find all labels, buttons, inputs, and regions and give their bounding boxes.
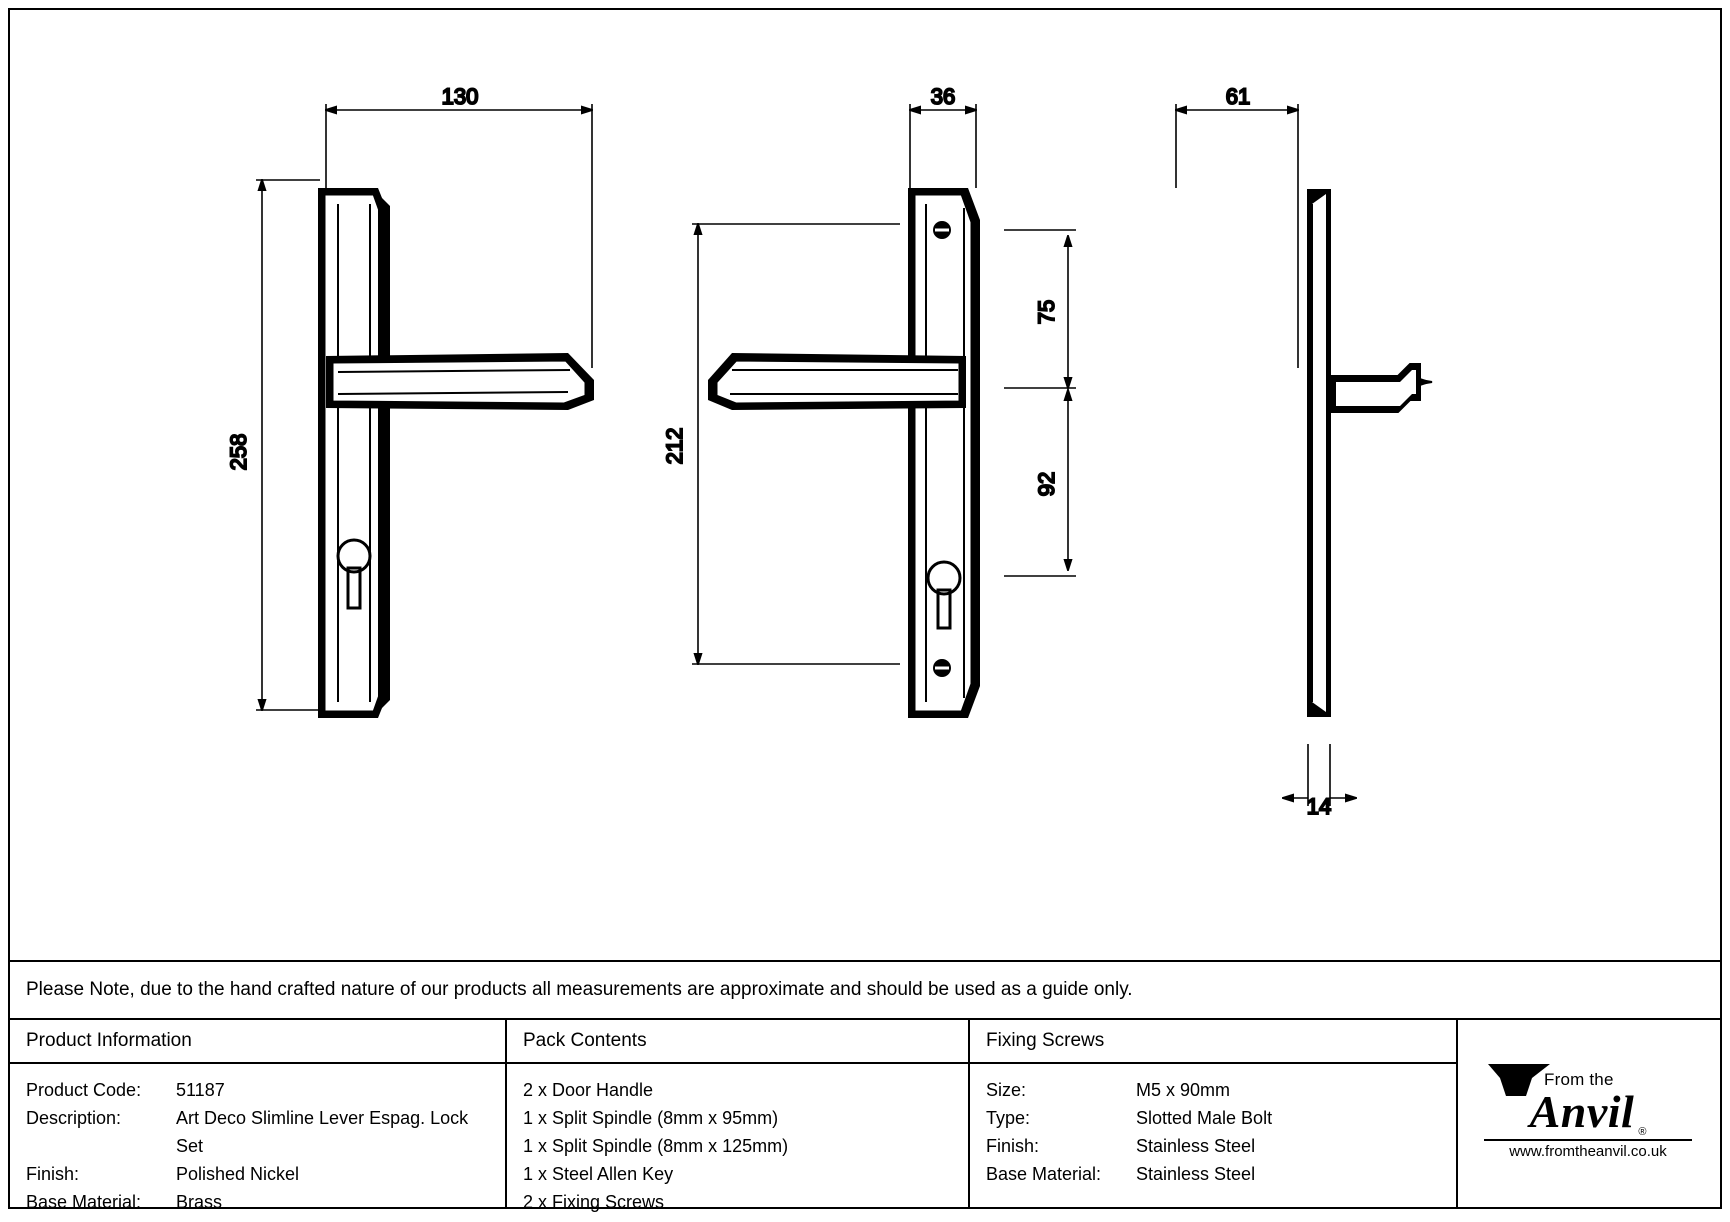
fixing-screws-heading: Fixing Screws (970, 1020, 1456, 1064)
screw-base-material-value: Stainless Steel (1136, 1164, 1256, 1184)
rear-view-backplate (908, 188, 980, 718)
list-item: 1 x Split Spindle (8mm x 125mm) (523, 1136, 789, 1156)
finish-label: Finish: (26, 1164, 80, 1184)
table-row (26, 1188, 495, 1216)
front-view-backplate (318, 188, 390, 718)
side-profile-spindle (1330, 364, 1432, 412)
screw-type-label: Type: (986, 1108, 1031, 1128)
product-information-heading: Product Information (10, 1020, 505, 1064)
table-row (986, 1104, 1446, 1132)
dimension-75-label: 75 (1034, 299, 1059, 325)
brand-logo (1458, 1020, 1718, 1209)
measurement-note-row (10, 960, 1720, 1018)
dimension-212-label: 212 (662, 427, 687, 465)
logo-name: Anvil (1529, 1085, 1635, 1137)
table-row (986, 1160, 1446, 1188)
logo-divider (1484, 1139, 1692, 1141)
base-material-label: Base Material: (26, 1192, 142, 1212)
table-row (26, 1076, 495, 1104)
fixing-screws-column (970, 1020, 1458, 1209)
table-row (26, 1104, 495, 1160)
measurement-note-text: Please Note, due to the hand crafted nature of our products all measurements are approximate and should be used as a guide only. (26, 979, 1133, 1000)
dimension-61 (1176, 104, 1298, 368)
table-row (986, 1076, 1446, 1104)
rear-view-lever (708, 353, 966, 410)
dimension-92-label: 92 (1034, 471, 1059, 497)
dimension-14-label: 14 (1306, 794, 1332, 819)
logo-registered-mark: ® (1638, 1125, 1647, 1138)
product-code-value: 51187 (176, 1080, 225, 1100)
dimension-258 (256, 180, 320, 710)
screw-type-value: Slotted Male Bolt (1136, 1108, 1273, 1128)
list-item: 1 x Split Spindle (8mm x 95mm) (523, 1108, 779, 1128)
side-profile-view (1308, 190, 1330, 716)
product-code-label: Product Code: (26, 1080, 142, 1100)
dimension-258-label: 258 (226, 433, 251, 471)
anvil-icon (1486, 1058, 1552, 1102)
dimension-36-label: 36 (930, 84, 956, 109)
front-view-lever (326, 353, 594, 410)
list-item: 1 x Steel Allen Key (523, 1164, 674, 1184)
brand-logo-column (1458, 1020, 1718, 1209)
pack-contents-column (507, 1020, 970, 1212)
logo-url: www.fromtheanvil.co.uk (1509, 1142, 1667, 1160)
dimension-212 (692, 224, 900, 664)
list-item: 2 x Door Handle (523, 1080, 654, 1100)
rear-view-fixing-hole-bottom (933, 659, 951, 677)
rear-view-fixing-hole-top (933, 221, 951, 239)
screw-finish-label: Finish: (986, 1136, 1040, 1156)
screw-finish-value: Stainless Steel (1136, 1136, 1256, 1156)
product-information-column (10, 1020, 507, 1212)
info-tables (10, 1018, 1720, 1212)
list-item: 2 x Fixing Screws (523, 1192, 665, 1212)
table-row (986, 1132, 1446, 1160)
description-label: Description: (26, 1108, 122, 1128)
finish-value: Polished Nickel (176, 1164, 300, 1184)
dimension-36 (910, 104, 976, 188)
screw-base-material-label: Base Material: (986, 1164, 1102, 1184)
description-value: Art Deco Slimline Lever Espag. Lock Set (176, 1108, 469, 1156)
dimension-61-label: 61 (1225, 84, 1251, 109)
logo-top-text: From the (1544, 1069, 1614, 1089)
screw-size-value: M5 x 90mm (1136, 1080, 1231, 1100)
table-row (26, 1160, 495, 1188)
base-material-value: Brass (176, 1192, 223, 1212)
dimension-130-label: 130 (441, 84, 479, 109)
pack-contents-heading: Pack Contents (507, 1020, 968, 1064)
screw-size-label: Size: (986, 1080, 1027, 1100)
